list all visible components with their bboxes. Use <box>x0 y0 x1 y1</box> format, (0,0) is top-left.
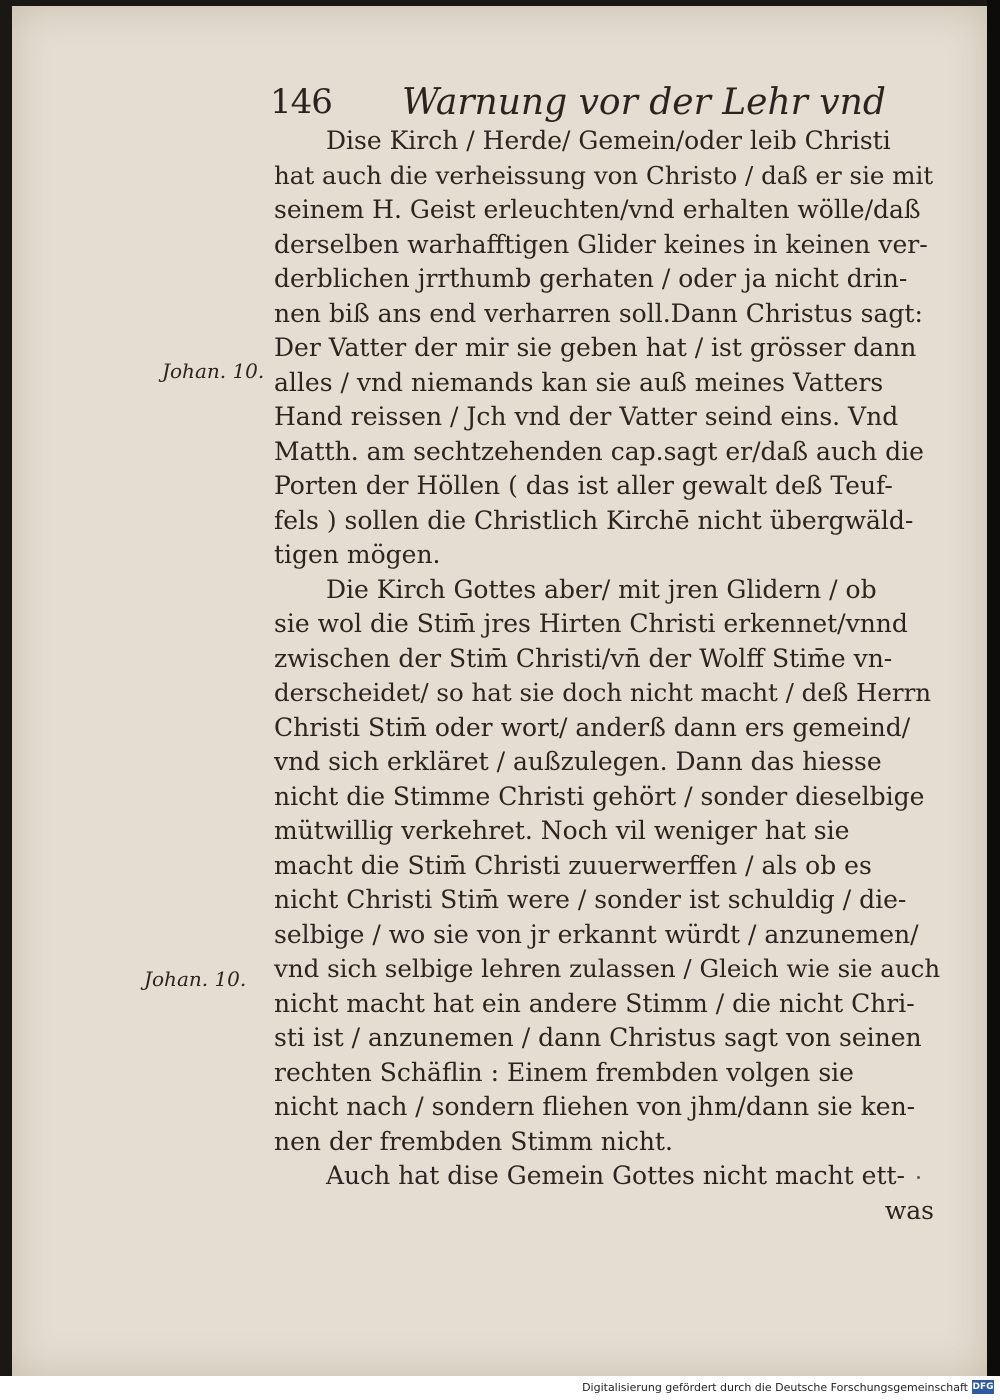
text-line: vnd sich selbige lehren zulassen / Gleich wie sie auch <box>274 954 941 983</box>
binding-gutter <box>987 0 1000 1376</box>
catchword: was <box>884 1195 934 1225</box>
text-line: zwischen der Stim̄ Christi/vn̄ der Wolff Stim̄e vn- <box>274 643 893 673</box>
text-line: nicht nach / sondern fliehen von jhm/dann sie ken- <box>274 1092 916 1121</box>
text-line: mütwillig verkehret. Noch vil weniger hat sie <box>274 816 850 845</box>
text-line: Auch hat dise Gemein Gottes nicht macht ett- <box>326 1161 906 1190</box>
text-line: selbige / wo sie von jr erkannt würdt / anzunemen/ <box>274 919 919 949</box>
text-line: derscheidet/ so hat sie doch nicht macht / deß Herrn <box>274 678 932 707</box>
text-line: Hand reissen / Jch vnd der Vatter seind eins. Vnd <box>274 402 899 431</box>
text-line: rechten Schäflin : Einem frembden volgen sie <box>274 1057 854 1087</box>
dfg-logo: DFG <box>972 1382 994 1392</box>
body-text <box>274 124 942 1228</box>
page-number: 146 <box>270 82 332 122</box>
text-line: Matth. am sechtzehenden cap.sagt er/daß auch die <box>274 436 924 466</box>
text-line: seinem H. Geist erleuchten/vnd erhalten wölle/daß <box>274 195 921 224</box>
text-line: vnd sich erkläret / außzulegen. Dann das hiesse <box>274 747 882 776</box>
text-line: fels ) sollen die Christlich Kirchē nicht übergwäld- <box>274 505 914 535</box>
text-line: hat auch die verheissung von Christo / daß er sie mit <box>274 160 934 190</box>
footer-credit: Digitalisierung gefördert durch die Deutsche Forschungsgemeinschaft <box>582 1381 968 1394</box>
text-line: sie wol die Stim̄ jres Hirten Christi erkennet/vnnd <box>274 609 908 638</box>
marginal-note-johan-10-second: Johan. 10. <box>144 967 247 991</box>
footer-bar <box>0 1376 1000 1400</box>
text-line: alles / vnd niemands kan sie auß meines Vatters <box>274 367 884 397</box>
text-line: tigen mögen. <box>274 540 441 569</box>
text-line: nicht Christi Stim̄ were / sonder ist schuldig / die- <box>274 885 907 914</box>
text-line: Christi Stim̄ oder wort/ anderß dann ers gemeind/ <box>274 712 911 742</box>
paragraph <box>274 124 942 573</box>
text-line: Porten der Höllen ( das ist aller gewalt deß Teuf- <box>274 471 893 500</box>
book-page <box>12 6 987 1376</box>
running-head: Warnung vor der Lehr vnd <box>402 82 886 123</box>
text-line: Die Kirch Gottes aber/ mit jren Glidern / ob <box>326 574 877 604</box>
paper-speck <box>917 1176 920 1179</box>
text-line: nicht die Stimme Christi gehört / sonder dieselbige <box>274 781 925 811</box>
text-line: sti ist / anzunemen / dann Christus sagt von seinen <box>274 1023 922 1052</box>
text-line: macht die Stim̄ Christi zuuerwerffen / als ob es <box>274 850 872 880</box>
marginal-note-johan-10: Johan. 10. <box>162 359 265 383</box>
page-header <box>270 74 910 124</box>
text-line: nen biß ans end verharren soll.Dann Christus sagt: <box>274 298 923 328</box>
text-line: nen der frembden Stimm nicht. <box>274 1126 673 1156</box>
text-line: nicht macht hat ein andere Stimm / die nicht Chri- <box>274 988 915 1018</box>
text-line: Der Vatter der mir sie geben hat / ist grösser dann <box>274 333 917 362</box>
text-line: Dise Kirch / Herde/ Gemein/oder leib Christi <box>326 126 891 155</box>
text-line: derblichen jrrthumb gerhaten / oder ja nicht drin- <box>274 264 908 293</box>
paragraph <box>274 1159 942 1194</box>
paragraph <box>274 573 942 1160</box>
text-line: derselben warhafftigen Glider keines in keinen ver- <box>274 229 928 259</box>
